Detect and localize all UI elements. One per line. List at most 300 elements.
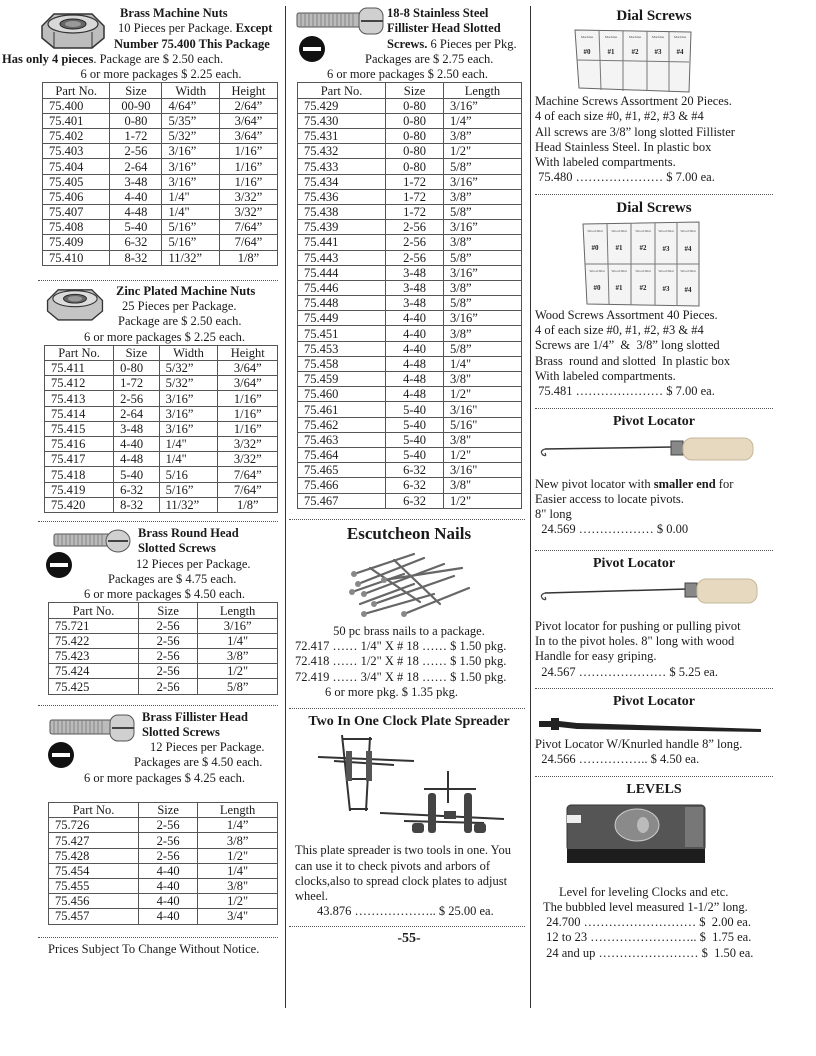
table-cell: 5/8” [198, 679, 278, 694]
table-cell: 75.406 [43, 189, 110, 204]
column-divider-left [285, 6, 286, 1008]
table-cell: 3/16” [443, 174, 521, 189]
section-divider [38, 280, 278, 281]
section-divider [38, 521, 278, 522]
table-cell: 1/4" [162, 189, 219, 204]
levels-price: 24 and up …………………… $ 1.50 ea. [543, 945, 754, 960]
column-header: Width [159, 345, 218, 360]
table-cell: 3-48 [386, 296, 444, 311]
table-cell: 1-72 [110, 129, 162, 144]
knurled-pivot-locator-icon [537, 713, 763, 735]
table-cell: 2-56 [386, 235, 444, 250]
column-header: Size [114, 345, 159, 360]
svg-text:#2: #2 [631, 48, 639, 56]
table-row [43, 113, 278, 128]
section-divider [289, 926, 525, 927]
table-cell: 3/16” [443, 265, 521, 280]
table-cell: 3/32” [218, 452, 278, 467]
table-cell: 75.457 [49, 909, 139, 924]
table-cell: 0-80 [386, 144, 444, 159]
table-cell: 75.410 [43, 250, 110, 265]
table-cell: 1/2" [443, 447, 521, 462]
table-cell: 3/8" [443, 432, 521, 447]
table-cell: 75.403 [43, 144, 110, 159]
pivot-locator-new-section: Pivot Locator New pivot locator with smaller end for Easier access to locate pivots. 8" long 24.569 ……………… $ 0.00 [535, 413, 773, 538]
table-cell: 75.407 [43, 204, 110, 219]
table-cell: 75.443 [298, 250, 386, 265]
zinc-machine-nuts-section: Zinc Plated Machine Nuts 25 Pieces per Package. Package are $ 2.50 each. 6 or more packages $ 2.25 each. Part No. Size Width Height 75.411 0-80 5/32” 3/64” 75.412 1-72 5/32” 3/64” 75.413 2-56 3/16” 1/16” 75.414 2-64 3/16” 1/16” 75.415 3-48 3/16” 1/16” 75.416 4-40 1/4" 3/32” 75.417 4-48 1/4" 3/32” 75.418 5-40 5/16 7/64” 75.419 6-32 5/16” 7/64” 75.420 8-32 11/32” 1/8” [38, 284, 284, 513]
svg-text:Wood Dial: Wood Dial [680, 268, 696, 273]
table-cell: 1/4" [162, 204, 219, 219]
column-header: Width [162, 83, 219, 98]
table-cell: 1/8” [218, 497, 278, 512]
section-divider [535, 194, 773, 195]
table-row [45, 376, 278, 391]
hex-nut-icon [38, 10, 108, 50]
table-cell: 2-56 [386, 250, 444, 265]
table-row [49, 833, 278, 848]
pivot-locator-icon [537, 575, 759, 615]
table-row [45, 406, 278, 421]
round-head-screw-icon [52, 528, 132, 554]
table-cell: 75.459 [298, 372, 386, 387]
table-cell: 5-40 [386, 417, 444, 432]
table-cell: 75.420 [45, 497, 114, 512]
table-cell: 75.441 [298, 235, 386, 250]
table-row [298, 113, 522, 128]
section-divider [289, 708, 525, 709]
table-cell: 75.400 [43, 98, 110, 113]
pivot-locator-knurled-section: Pivot Locator Pivot Locator W/Knurled handle 8” long. 24.566 …………….. $ 4.50 ea. [535, 693, 773, 768]
table-cell: 7/64” [218, 467, 278, 482]
table-row [49, 618, 278, 633]
svg-text:Machine: Machine [651, 35, 665, 39]
table-cell: 2-56 [386, 220, 444, 235]
escutcheon-item: 72.418 …… 1/2" X # 18 …… $ 1.50 pkg. [295, 654, 507, 669]
table-row [45, 391, 278, 406]
table-row [298, 417, 522, 432]
table-cell: 75.417 [45, 452, 114, 467]
table-cell: 3/16” [162, 144, 219, 159]
table-row [49, 909, 278, 924]
table-cell: 3/32” [219, 204, 277, 219]
table-cell: 0-80 [386, 113, 444, 128]
table-cell: 3/32” [219, 189, 277, 204]
table-cell: 5/8” [443, 341, 521, 356]
column-header: Part No. [45, 345, 114, 360]
nails-pile-icon [344, 544, 474, 624]
table-cell: 7/64” [218, 482, 278, 497]
table-cell: 2-64 [114, 406, 159, 421]
table-cell: 75.402 [43, 129, 110, 144]
section-divider [38, 705, 278, 706]
svg-text:#4: #4 [684, 244, 692, 253]
table-cell: 5/16” [159, 482, 218, 497]
table-cell: 2-56 [110, 144, 162, 159]
stainless-fillister-table [297, 82, 522, 508]
table-cell: 3/8” [443, 280, 521, 295]
svg-text:Machine: Machine [604, 35, 618, 39]
table-cell: 6-32 [110, 235, 162, 250]
svg-text:#0: #0 [591, 243, 599, 252]
column-header: Height [218, 345, 278, 360]
table-cell: 1/16” [219, 159, 277, 174]
svg-text:Wood Dial: Wood Dial [658, 228, 674, 233]
pivot-locator-wood-price: 24.567 ………………… $ 5.25 ea. [535, 664, 718, 679]
table-row [43, 235, 278, 250]
svg-text:Wood Dial: Wood Dial [589, 268, 605, 273]
table-cell: 75.418 [45, 467, 114, 482]
table-cell: 00-90 [110, 98, 162, 113]
brass-machine-nuts-table [42, 82, 278, 265]
column-header: Length [198, 603, 278, 618]
table-cell: 75.448 [298, 296, 386, 311]
svg-text:Wood Dial: Wood Dial [587, 228, 603, 233]
svg-text:#1: #1 [615, 283, 623, 292]
table-cell: 6-32 [386, 478, 444, 493]
table-row [298, 356, 522, 371]
svg-text:#2: #2 [639, 243, 647, 252]
table-cell: 1/2" [198, 894, 278, 909]
table-cell: 3/16" [443, 402, 521, 417]
table-cell: 3/64” [218, 376, 278, 391]
table-cell: 0-80 [386, 159, 444, 174]
table-cell: 75.726 [49, 818, 139, 833]
svg-text:Wood Dial: Wood Dial [680, 228, 696, 233]
table-cell: 3/8" [443, 372, 521, 387]
table-cell: 75.427 [49, 833, 139, 848]
table-row [49, 818, 278, 833]
table-cell: 75.721 [49, 618, 139, 633]
table-row [49, 879, 278, 894]
table-cell: 75.431 [298, 129, 386, 144]
table-cell: 0-80 [386, 129, 444, 144]
table-row [298, 250, 522, 265]
table-cell: 5/32” [159, 361, 218, 376]
table-row [43, 98, 278, 113]
table-cell: 2-64 [110, 159, 162, 174]
table-cell: 4-40 [139, 909, 198, 924]
table-row [298, 493, 522, 508]
page-number: -55- [397, 930, 421, 946]
svg-text:#1: #1 [607, 48, 615, 56]
table-cell: 5-40 [386, 432, 444, 447]
table-cell: 75.460 [298, 387, 386, 402]
column-divider-right [530, 6, 531, 1008]
table-row [298, 235, 522, 250]
stainless-fillister-section: 18-8 Stainless Steel Fillister Head Slotted Screws. 6 Pieces per Pkg. Packages are $ 2.75 each. 6 or more packages $ 2.50 each. Part No. Size Length 75.429 0-80 3/16” 75.430 0-80 1/4” 75.431 0-80 3/8” 75.432 0-80 1/2" 75.433 0-80 5/8” 75.434 1-72 3/16” 75.436 1-72 3/8” 75.438 1-72 5/8” 75.439 2-56 3/16” 75.441 2-56 3/8” 75.443 2-56 5/8” 75.444 3-48 3/16” 75.446 3-48 3/8” 75.448 3-48 5/8” 75.449 4-40 3/16” 75.451 4-40 3/8” 75.453 4-40 5/8” 75.458 4-48 1/4" 75.459 4-48 3/8" 75.460 4-48 1/2" 75.461 5-40 3/16" 75.462 5-40 5/16" 75.463 5-40 3/8" 75.464 5-40 1/2" 75.465 6-32 3/16" 75.466 6-32 3/8" 75.467 6-32 1/2" [289, 6, 529, 509]
table-cell: 5-40 [386, 402, 444, 417]
table-cell: 3/16” [443, 98, 521, 113]
table-cell: 7/64” [219, 220, 277, 235]
table-cell: 4-40 [114, 437, 159, 452]
svg-text:#1: #1 [615, 243, 623, 252]
plate-spreader-description: This plate spreader is two tools in one. You can use it to check pivots and arbors of clocks,also to spread clock plates to adjust wheel. [295, 843, 511, 904]
table-cell: 2-56 [114, 391, 159, 406]
table-cell: 75.419 [45, 482, 114, 497]
table-row [298, 144, 522, 159]
fillister-head-screw-icon [295, 6, 387, 38]
table-row [298, 372, 522, 387]
pivot-locator-new-price: 24.569 ……………… $ 0.00 [535, 522, 689, 537]
table-cell: 2-56 [139, 848, 198, 863]
table-cell: 3/64” [219, 113, 277, 128]
table-row [298, 174, 522, 189]
escutcheon-nails-section: Escutcheon Nails 50 pc brass nails to a package. 72.417 …… 1/4" X # 18 …… $ 1.50 pkg. 72.418 …… 1/2" X # 18 …… $ 1.50 pkg. 72.419 …… 3/4" X # 18 …… $ 1.50 pkg. 6 or more pkg. $ 1.35 pkg. [289, 524, 529, 700]
table-cell: 3/32” [218, 437, 278, 452]
table-cell: 75.454 [49, 863, 139, 878]
table-row [43, 204, 278, 219]
table-cell: 3/8” [443, 189, 521, 204]
table-cell: 5/8” [443, 204, 521, 219]
table-cell: 7/64” [219, 235, 277, 250]
table-cell: 1/4" [159, 452, 218, 467]
table-cell: 75.424 [49, 664, 139, 679]
table-cell: 2-56 [139, 833, 198, 848]
table-cell: 75.464 [298, 447, 386, 462]
table-cell: 1/4" [443, 356, 521, 371]
levels-title: LEVELS [626, 781, 682, 797]
table-cell: 4/64” [162, 98, 219, 113]
svg-text:Machine: Machine [673, 35, 687, 39]
levels-section: LEVELS Level for leveling Clocks and etc. The bubbled level measured 1-1/2” long. 24.700 ……………………… $ 2.00 ea. 12 to 23 …………………….. $ 1.75 ea. 24 and up …………………… $ 1.50 ea. [535, 781, 773, 961]
table-cell: 3/64” [219, 129, 277, 144]
plate-spreader-section [289, 713, 529, 919]
table-row [298, 447, 522, 462]
table-row [298, 311, 522, 326]
pivot-locator-knurled-price: 24.566 …………….. $ 4.50 ea. [535, 752, 700, 767]
table-cell: 75.404 [43, 159, 110, 174]
table-cell: 75.451 [298, 326, 386, 341]
bubble-level-icon [565, 803, 707, 867]
svg-text:Wood Dial: Wood Dial [658, 268, 674, 273]
table-row [49, 863, 278, 878]
svg-text:#3: #3 [662, 244, 670, 253]
brass-fillister-head-title: Brass Fillister Head [142, 709, 249, 724]
table-cell: 6-32 [386, 493, 444, 508]
table-cell: 1/16” [218, 406, 278, 421]
svg-text:#0: #0 [593, 283, 601, 292]
brass-round-head-table [48, 602, 278, 694]
table-cell: 5/8” [443, 250, 521, 265]
table-cell: 75.409 [43, 235, 110, 250]
compartment-box-icon [579, 218, 703, 308]
table-cell: 75.446 [298, 280, 386, 295]
svg-text:#4: #4 [684, 285, 692, 294]
table-cell: 75.453 [298, 341, 386, 356]
table-row [43, 189, 278, 204]
table-cell: 3-48 [114, 421, 159, 436]
table-cell: 75.466 [298, 478, 386, 493]
table-row [43, 250, 278, 265]
table-cell: 11/32” [162, 250, 219, 265]
table-row [298, 402, 522, 417]
price-disclaimer: Prices Subject To Change Without Notice. [48, 941, 260, 956]
table-cell: 1/2" [443, 493, 521, 508]
table-cell: 3-48 [110, 174, 162, 189]
plate-spreader-price: 43.876 ……………….. $ 25.00 ea. [317, 904, 494, 919]
table-row [298, 265, 522, 280]
table-cell: 1-72 [386, 189, 444, 204]
table-cell: 3/16” [443, 311, 521, 326]
table-cell: 3/8” [443, 129, 521, 144]
column-middle [289, 6, 529, 946]
table-row [298, 159, 522, 174]
table-row [298, 326, 522, 341]
table-cell: 75.463 [298, 432, 386, 447]
table-cell: 0-80 [386, 98, 444, 113]
dial-screws-title: Dial Screws [616, 199, 692, 216]
table-cell: 5/35” [162, 113, 219, 128]
escutcheon-nails-title: Escutcheon Nails [346, 523, 472, 543]
column-left [2, 6, 284, 957]
table-cell: 75.432 [298, 144, 386, 159]
table-cell: 5-40 [386, 447, 444, 462]
table-cell: 75.423 [49, 649, 139, 664]
table-cell: 3/16” [198, 618, 278, 633]
table-cell: 3/16” [443, 220, 521, 235]
table-cell: 75.439 [298, 220, 386, 235]
svg-text:Machine: Machine [580, 35, 594, 39]
table-cell: 2-56 [139, 649, 198, 664]
table-cell: 1/16” [219, 144, 277, 159]
table-cell: 5/16 [159, 467, 218, 482]
table-cell: 75.455 [49, 879, 139, 894]
table-cell: 75.429 [298, 98, 386, 113]
table-cell: 75.408 [43, 220, 110, 235]
table-row [49, 848, 278, 863]
table-row [298, 189, 522, 204]
table-cell: 3/8" [198, 879, 278, 894]
column-header: Size [139, 603, 198, 618]
table-row [298, 129, 522, 144]
table-cell: 75.413 [45, 391, 114, 406]
table-row [45, 361, 278, 376]
column-header: Size [386, 83, 444, 98]
slotted-drive-icon [46, 552, 72, 578]
table-row [49, 649, 278, 664]
table-cell: 75.456 [49, 894, 139, 909]
dial-screws-wood-section: Dial Screws #0 #1 #2 #3 #4 #0 #1 #2 #3 #4 Wood Dial Wood Dial Wood Dial Wood Dial Wood Dial Wood Dial Wood Dial Wood Dial Wood Dial Wood Dial Wood Screws Assortment 40 Pieces. 4 of each size #0, #1, #2, #3 & #4 Screws are 1/4” & 3/8” long slotted Brass round and slotted In plastic box With labeled compartments. 75.481 ………………… $ 7.00 ea. [535, 198, 773, 400]
table-cell: 5/32” [162, 129, 219, 144]
table-cell: 3/16” [159, 391, 218, 406]
table-cell: 1/4” [198, 818, 278, 833]
slotted-drive-icon [48, 742, 74, 768]
brass-fillister-head-section: Brass Fillister Head Slotted Screws 12 Pieces per Package. Packages are $ 4.50 each. 6 or more packages $ 4.25 each. Part No. Size Length 75.726 2-56 1/4” 75.427 2-56 3/8” 75.428 2-56 1/2" 75.454 4-40 1/4" 75.455 4-40 3/8" 75.456 4-40 1/2" 75.457 4-40 3/4" [38, 710, 284, 925]
table-cell: 2-56 [139, 618, 198, 633]
brass-round-head-title: Brass Round Head [138, 525, 239, 540]
table-cell: 2-56 [139, 679, 198, 694]
table-cell: 1/16” [218, 421, 278, 436]
table-cell: 3-48 [386, 265, 444, 280]
column-header: Size [110, 83, 162, 98]
table-cell: 2-56 [139, 818, 198, 833]
table-cell: 4-40 [386, 341, 444, 356]
table-cell: 6-32 [386, 463, 444, 478]
table-cell: 75.438 [298, 204, 386, 219]
table-cell: 5/8” [443, 296, 521, 311]
table-row [45, 437, 278, 452]
table-cell: 5-40 [110, 220, 162, 235]
dial-screws-title: Dial Screws [616, 8, 692, 24]
table-cell: 75.414 [45, 406, 114, 421]
column-header: Part No. [298, 83, 386, 98]
table-row [298, 387, 522, 402]
table-cell: 4-48 [110, 204, 162, 219]
section-divider [535, 776, 773, 777]
table-cell: 75.401 [43, 113, 110, 128]
table-cell: 8-32 [110, 250, 162, 265]
table-cell: 3/8” [198, 649, 278, 664]
section-divider [289, 519, 525, 520]
table-cell: 1/4" [159, 437, 218, 452]
pivot-locator-icon [537, 433, 759, 473]
column-right [535, 6, 773, 961]
table-cell: 1/16” [219, 174, 277, 189]
pivot-locator-title: Pivot Locator [593, 555, 676, 571]
table-cell: 3/8” [198, 833, 278, 848]
plate-spreader-icon [314, 731, 504, 843]
table-row [45, 497, 278, 512]
table-cell: 75.462 [298, 417, 386, 432]
svg-text:#3: #3 [662, 284, 670, 293]
table-cell: 75.436 [298, 189, 386, 204]
slotted-drive-icon [299, 36, 325, 62]
column-header: Part No. [49, 603, 139, 618]
levels-price: 24.700 ……………………… $ 2.00 ea. [543, 915, 751, 930]
svg-text:Wood Dial: Wood Dial [611, 228, 627, 233]
table-cell: 3/8” [443, 235, 521, 250]
table-cell: 75.412 [45, 376, 114, 391]
svg-text:Wood Dial: Wood Dial [635, 228, 651, 233]
table-cell: 3/16” [159, 406, 218, 421]
table-row [45, 467, 278, 482]
dial-screws-machine-price: 75.480 ………………… $ 7.00 ea. [535, 170, 715, 185]
table-cell: 1/2" [198, 664, 278, 679]
column-header: Part No. [49, 803, 139, 818]
table-cell: 75.415 [45, 421, 114, 436]
pivot-locator-title: Pivot Locator [612, 693, 696, 709]
table-cell: 75.416 [45, 437, 114, 452]
brass-fillister-head-table [48, 802, 278, 925]
table-cell: 4-40 [139, 894, 198, 909]
table-row [43, 174, 278, 189]
table-row [49, 679, 278, 694]
section-divider [38, 937, 278, 938]
table-row [298, 220, 522, 235]
table-row [49, 633, 278, 648]
table-cell: 4-40 [386, 326, 444, 341]
table-row [49, 664, 278, 679]
table-cell: 5/32” [159, 376, 218, 391]
table-cell: 3/4" [198, 909, 278, 924]
column-header: Length [443, 83, 521, 98]
pivot-locator-title: Pivot Locator [612, 413, 696, 429]
table-cell: 1/4" [198, 633, 278, 648]
hex-nut-icon [44, 286, 106, 322]
table-cell: 75.458 [298, 356, 386, 371]
table-row [43, 144, 278, 159]
table-cell: 4-48 [114, 452, 159, 467]
svg-text:#0: #0 [583, 48, 591, 56]
table-cell: 75.405 [43, 174, 110, 189]
table-cell: 2/64” [219, 98, 277, 113]
table-cell: 1/4" [198, 863, 278, 878]
table-cell: 75.444 [298, 265, 386, 280]
levels-price: 12 to 23 …………………….. $ 1.75 ea. [543, 930, 752, 945]
table-cell: 1/2" [198, 848, 278, 863]
table-row [298, 432, 522, 447]
